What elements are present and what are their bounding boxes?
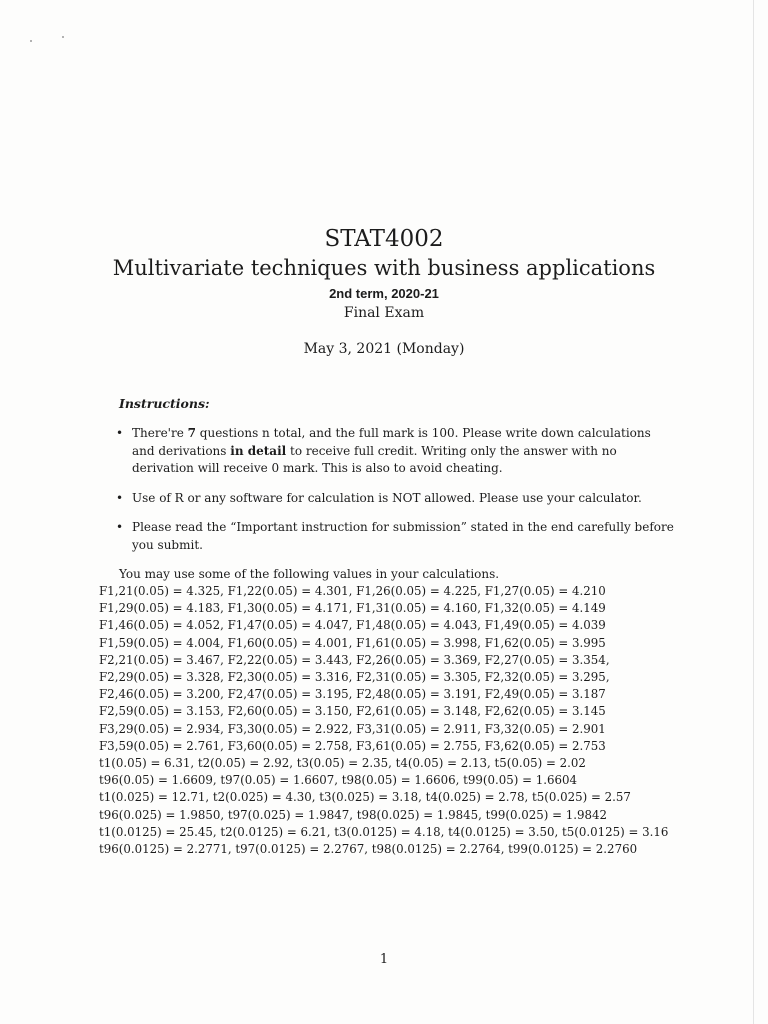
- value-line: F2,59(0.05) = 3.153, F2,60(0.05) = 3.150, F2,61(0.05) = 3.148, F2,62(0.05) = 3.145: [99, 704, 606, 719]
- instruction-text: questions n total, and the full mark is 100. Please write down calculations and derivations: [132, 426, 651, 458]
- value-line: t1(0.05) = 6.31, t2(0.05) = 2.92, t3(0.05) = 2.35, t4(0.05) = 2.13, t5(0.05) = 2.02: [99, 756, 586, 771]
- value-line: F2,21(0.05) = 3.467, F2,22(0.05) = 3.443, F2,26(0.05) = 3.369, F2,27(0.05) = 3.354,: [99, 652, 610, 667]
- scan-speck: [62, 36, 64, 38]
- value-line: t96(0.025) = 1.9850, t97(0.025) = 1.9847, t98(0.025) = 1.9845, t99(0.025) = 1.9842: [99, 807, 608, 822]
- value-line: t96(0.05) = 1.6609, t97(0.05) = 1.6607, t98(0.05) = 1.6606, t99(0.05) = 1.6604: [99, 773, 578, 788]
- reference-values-list: [99, 583, 668, 858]
- instructions-list: [114, 425, 674, 566]
- value-line: F1,21(0.05) = 4.325, F1,22(0.05) = 4.301, F1,26(0.05) = 4.225, F1,27(0.05) = 4.210: [99, 584, 606, 598]
- course-title: Multivariate techniques with business applications: [112, 256, 656, 280]
- instruction-text: There're: [132, 426, 188, 440]
- instruction-item: [114, 519, 674, 554]
- value-line: t96(0.0125) = 2.2771, t97(0.0125) = 2.2767, t98(0.0125) = 2.2764, t99(0.0125) = 2.2760: [99, 842, 638, 857]
- value-line: F1,29(0.05) = 4.183, F1,30(0.05) = 4.171, F1,31(0.05) = 4.160, F1,32(0.05) = 4.149: [99, 601, 606, 616]
- instructions-heading: Instructions:: [119, 396, 210, 411]
- value-line: F2,46(0.05) = 3.200, F2,47(0.05) = 3.195, F2,48(0.05) = 3.191, F2,49(0.05) = 3.187: [99, 687, 606, 702]
- value-line: F1,46(0.05) = 4.052, F1,47(0.05) = 4.047, F1,48(0.05) = 4.043, F1,49(0.05) = 4.039: [99, 618, 606, 633]
- course-code: STAT4002: [324, 226, 444, 252]
- instruction-text: Please read the “Important instruction for submission” stated in the end carefully before you submit.: [132, 520, 674, 552]
- exam-date: May 3, 2021 (Monday): [303, 341, 465, 357]
- term-label: 2nd term, 2020-21: [329, 286, 439, 301]
- instruction-text: Use of R or any software for calculation is NOT allowed. Please use your calculator.: [132, 490, 642, 505]
- instruction-text: to receive full credit. Writing only the answer with no derivation will receive 0 mark. This is also to avoid cheating.: [132, 443, 617, 475]
- value-line: F3,29(0.05) = 2.934, F3,30(0.05) = 2.922, F3,31(0.05) = 2.911, F3,32(0.05) = 2.901: [99, 721, 606, 736]
- page-number: 1: [379, 952, 389, 967]
- exam-label: Final Exam: [343, 305, 425, 321]
- values-intro: You may use some of the following values in your calculations.: [119, 567, 500, 581]
- instruction-item: [114, 425, 674, 478]
- value-line: t1(0.025) = 12.71, t2(0.025) = 4.30, t3(0.025) = 3.18, t4(0.025) = 2.78, t5(0.025) = 2.57: [99, 790, 631, 805]
- question-count: 7: [187, 426, 196, 440]
- value-line: F1,59(0.05) = 4.004, F1,60(0.05) = 4.001, F1,61(0.05) = 3.998, F1,62(0.05) = 3.995: [99, 635, 606, 650]
- instruction-item: [114, 490, 674, 508]
- value-line: F2,29(0.05) = 3.328, F2,30(0.05) = 3.316, F2,31(0.05) = 3.305, F2,32(0.05) = 3.295,: [99, 670, 610, 685]
- value-line: F3,59(0.05) = 2.761, F3,60(0.05) = 2.758, F3,61(0.05) = 2.755, F3,62(0.05) = 2.753: [99, 738, 606, 753]
- page-edge: [753, 0, 754, 1024]
- value-line: t1(0.0125) = 25.45, t2(0.0125) = 6.21, t3(0.0125) = 4.18, t4(0.0125) = 3.50, t5(0.0125) = 3.16: [99, 824, 669, 839]
- scan-speck: [30, 40, 32, 42]
- emphasis-text: in detail: [230, 443, 287, 458]
